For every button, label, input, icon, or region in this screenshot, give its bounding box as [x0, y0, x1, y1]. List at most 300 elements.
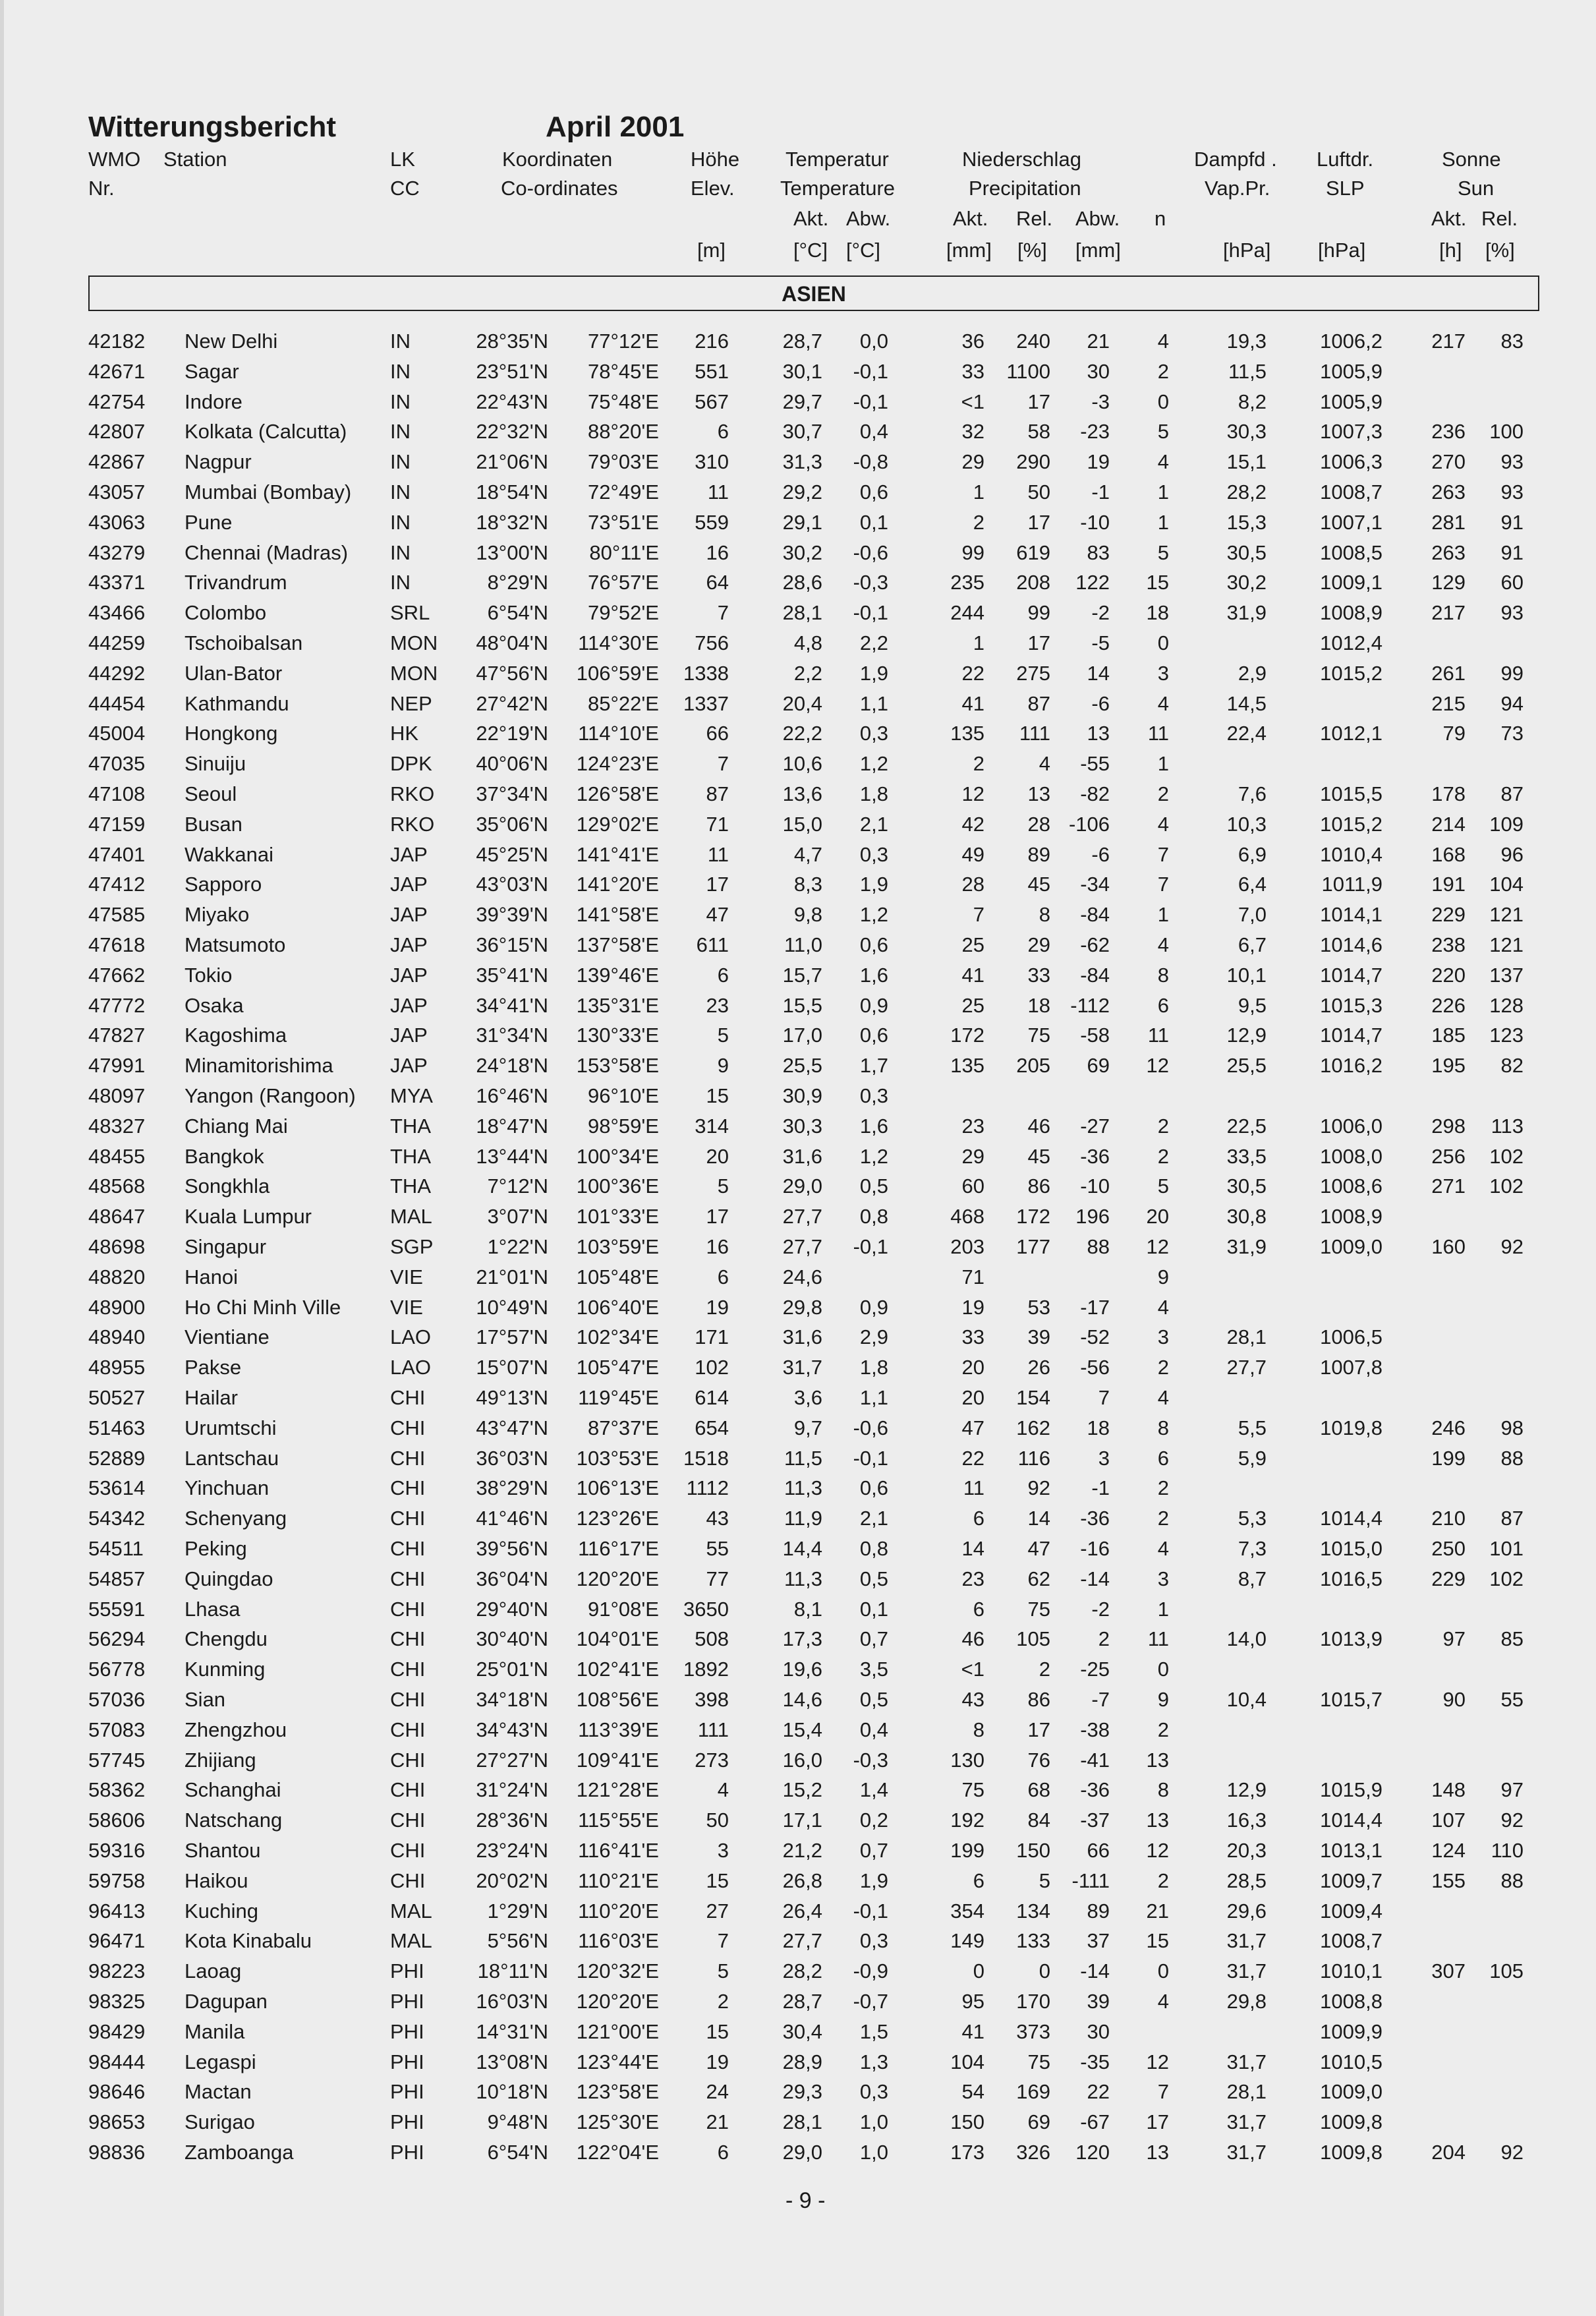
cell-prec-rel: 47 — [1027, 1537, 1050, 1560]
cell-prec-akt: 46 — [961, 1627, 984, 1651]
cell-temp-akt: 21,2 — [782, 1839, 822, 1862]
cell-cc: IN — [390, 330, 411, 353]
cell-cc: MON — [390, 661, 438, 685]
cell-slp: 1008,5 — [1320, 540, 1382, 564]
cell-lon: 78°45'E — [588, 359, 659, 383]
cell-temp-abw: 1,1 — [859, 691, 888, 715]
cell-lat: 16°46'N — [476, 1084, 548, 1107]
cell-cc: CHI — [390, 1386, 426, 1409]
cell-prec-akt: 2 — [973, 510, 984, 534]
cell-vappr: 25,5 — [1226, 1054, 1267, 1078]
cell-vappr: 10,1 — [1226, 963, 1267, 987]
cell-wmo: 98325 — [88, 1990, 146, 2013]
cell-lon: 129°02'E — [576, 812, 659, 836]
cell-station: Indore — [185, 390, 242, 413]
header-s-rel: Rel. — [1481, 207, 1518, 230]
cell-cc: MAL — [390, 1899, 432, 1923]
cell-vappr: 31,9 — [1226, 601, 1267, 625]
cell-prec-n: 18 — [1146, 601, 1169, 625]
cell-sun-rel: 83 — [1500, 330, 1524, 353]
cell-wmo: 57083 — [88, 1718, 146, 1741]
cell-cc: DPK — [390, 752, 432, 776]
cell-station: Kunming — [185, 1658, 266, 1681]
cell-wmo: 44259 — [88, 631, 146, 654]
cell-temp-abw: 1,9 — [859, 873, 888, 896]
cell-station: Nagpur — [185, 450, 252, 474]
cell-sun-akt: 263 — [1431, 480, 1466, 504]
cell-prec-akt: 135 — [950, 722, 984, 745]
cell-prec-n: 2 — [1157, 1144, 1169, 1168]
cell-sun-rel: 87 — [1500, 1507, 1524, 1530]
cell-prec-n: 1 — [1157, 480, 1169, 504]
cell-wmo: 47401 — [88, 842, 146, 866]
cell-station: Mumbai (Bombay) — [185, 480, 352, 504]
cell-cc: CHI — [390, 1507, 426, 1530]
cell-lon: 123°26'E — [576, 1507, 659, 1530]
cell-station: Kolkata (Calcutta) — [185, 420, 347, 444]
cell-sun-rel: 102 — [1489, 1144, 1524, 1168]
cell-station: Peking — [185, 1537, 247, 1560]
cell-cc: PHI — [390, 2110, 424, 2134]
cell-lat: 8°29'N — [487, 571, 548, 594]
cell-lat: 18°32'N — [476, 510, 548, 534]
cell-lat: 43°47'N — [476, 1416, 548, 1439]
cell-temp-abw: 3,5 — [859, 1658, 888, 1681]
cell-temp-akt: 29,7 — [782, 390, 822, 413]
cell-sun-rel: 60 — [1500, 571, 1524, 594]
cell-lat: 35°06'N — [476, 812, 548, 836]
cell-temp-abw: -0,1 — [853, 601, 888, 625]
cell-lon: 121°28'E — [576, 1778, 659, 1802]
cell-vappr: 5,9 — [1238, 1446, 1267, 1470]
cell-lon: 119°45'E — [578, 1386, 659, 1409]
cell-temp-akt: 11,5 — [784, 1446, 822, 1470]
cell-prec-rel: 2 — [1039, 1658, 1050, 1681]
cell-sun-rel: 85 — [1500, 1627, 1524, 1651]
cell-prec-rel: 133 — [1016, 1929, 1050, 1953]
cell-temp-akt: 28,9 — [782, 2050, 822, 2073]
cell-prec-abw: -1 — [1091, 1476, 1110, 1500]
cell-temp-akt: 29,3 — [782, 2080, 822, 2104]
cell-prec-n: 12 — [1146, 1839, 1169, 1862]
cell-temp-abw: 1,0 — [859, 2141, 888, 2164]
cell-cc: PHI — [390, 2019, 424, 2043]
header-p-rel: Rel. — [1016, 207, 1053, 230]
cell-vappr: 19,3 — [1226, 330, 1267, 353]
cell-temp-akt: 31,6 — [782, 1325, 822, 1349]
cell-lon: 75°48'E — [588, 390, 659, 413]
cell-temp-abw: 0,5 — [859, 1174, 888, 1198]
table-row — [0, 1809, 1596, 1839]
cell-lat: 20°02'N — [476, 1868, 548, 1892]
cell-sun-rel: 93 — [1500, 450, 1524, 474]
cell-cc: PHI — [390, 2141, 424, 2164]
cell-prec-akt: 29 — [961, 1144, 984, 1168]
cell-prec-akt: 47 — [961, 1416, 984, 1439]
cell-prec-rel: 5 — [1039, 1868, 1050, 1892]
cell-prec-n: 11 — [1147, 722, 1169, 745]
cell-temp-akt: 29,1 — [782, 510, 822, 534]
cell-cc: SRL — [390, 601, 430, 625]
cell-prec-n: 0 — [1157, 1959, 1169, 1983]
cell-elev: 27 — [706, 1899, 729, 1923]
cell-wmo: 98653 — [88, 2110, 146, 2134]
cell-prec-rel: 33 — [1027, 963, 1050, 987]
cell-vappr: 2,9 — [1238, 661, 1267, 685]
cell-prec-abw: -17 — [1080, 1295, 1110, 1319]
cell-prec-akt: 149 — [950, 1929, 984, 1953]
cell-lon: 120°32'E — [576, 1959, 659, 1983]
report-title: Witterungsbericht — [88, 111, 337, 143]
cell-lon: 114°10'E — [578, 722, 659, 745]
cell-station: Lhasa — [185, 1597, 241, 1621]
cell-prec-akt: 6 — [973, 1507, 984, 1530]
cell-lon: 108°56'E — [576, 1688, 659, 1711]
cell-wmo: 44454 — [88, 691, 146, 715]
cell-slp: 1015,2 — [1320, 661, 1382, 685]
cell-cc: CHI — [390, 1748, 426, 1772]
table-row — [0, 2110, 1596, 2141]
cell-temp-abw: 1,3 — [859, 2050, 888, 2073]
cell-temp-akt: 27,7 — [782, 1205, 822, 1229]
table-row — [0, 1567, 1596, 1598]
cell-wmo: 53614 — [88, 1476, 146, 1500]
cell-vappr: 28,2 — [1226, 480, 1267, 504]
cell-temp-abw: -0,7 — [853, 1990, 888, 2013]
cell-temp-abw: 0,6 — [859, 1024, 888, 1047]
cell-elev: 55 — [706, 1537, 729, 1560]
cell-lon: 115°55'E — [578, 1809, 659, 1832]
cell-lat: 38°29'N — [476, 1476, 548, 1500]
cell-prec-abw: -10 — [1080, 1174, 1110, 1198]
cell-station: Schenyang — [185, 1507, 287, 1530]
cell-sun-akt: 229 — [1431, 903, 1466, 927]
header-koordinaten: Koordinaten — [502, 148, 613, 171]
cell-lon: 77°12'E — [588, 330, 659, 353]
cell-lat: 37°34'N — [476, 782, 548, 805]
cell-prec-rel: 28 — [1027, 812, 1050, 836]
cell-prec-n: 15 — [1146, 1929, 1169, 1953]
cell-prec-rel: 75 — [1027, 2050, 1050, 2073]
cell-wmo: 54511 — [88, 1537, 144, 1560]
cell-prec-abw: 37 — [1087, 1929, 1110, 1953]
cell-vappr: 31,7 — [1226, 2050, 1267, 2073]
cell-vappr: 20,3 — [1226, 1839, 1267, 1862]
cell-temp-abw: 0,4 — [859, 420, 888, 444]
cell-elev: 310 — [695, 450, 729, 474]
cell-prec-akt: 41 — [961, 963, 984, 987]
cell-station: Colombo — [185, 601, 267, 625]
cell-wmo: 43466 — [88, 601, 146, 625]
cell-elev: 654 — [695, 1416, 729, 1439]
cell-station: Miyako — [185, 903, 250, 927]
cell-station: Surigao — [185, 2110, 255, 2134]
cell-temp-akt: 27,7 — [782, 1235, 822, 1258]
cell-vappr: 29,8 — [1226, 1990, 1267, 2013]
cell-temp-abw: 0,2 — [859, 1809, 888, 1832]
cell-prec-n: 21 — [1146, 1899, 1169, 1923]
cell-elev: 4 — [717, 1778, 729, 1802]
cell-prec-abw: 122 — [1075, 571, 1110, 594]
cell-prec-n: 4 — [1157, 812, 1169, 836]
cell-temp-akt: 15,2 — [782, 1778, 822, 1802]
cell-sun-rel: 101 — [1489, 1537, 1524, 1560]
cell-lon: 73°51'E — [588, 510, 659, 534]
table-row — [0, 420, 1596, 450]
cell-wmo: 48568 — [88, 1174, 146, 1198]
cell-slp: 1009,1 — [1320, 571, 1382, 594]
cell-temp-akt: 29,0 — [782, 2141, 822, 2164]
cell-cc: IN — [390, 571, 411, 594]
cell-temp-akt: 19,6 — [782, 1658, 822, 1681]
cell-sun-rel: 94 — [1500, 691, 1524, 715]
cell-lon: 137°58'E — [576, 933, 659, 956]
cell-elev: 171 — [695, 1325, 729, 1349]
cell-sun-rel: 92 — [1500, 2141, 1524, 2164]
cell-cc: CHI — [390, 1688, 426, 1711]
cell-wmo: 54857 — [88, 1567, 146, 1590]
cell-prec-rel: 84 — [1027, 1809, 1050, 1832]
cell-lon: 101°33'E — [576, 1205, 659, 1229]
cell-elev: 102 — [695, 1356, 729, 1379]
cell-vappr: 8,2 — [1238, 390, 1267, 413]
cell-prec-n: 11 — [1147, 1024, 1169, 1047]
cell-prec-akt: 25 — [961, 933, 984, 956]
cell-elev: 21 — [706, 2110, 729, 2134]
cell-prec-abw: -56 — [1080, 1356, 1110, 1379]
cell-elev: 15 — [706, 2019, 729, 2043]
cell-lat: 13°08'N — [476, 2050, 548, 2073]
cell-temp-akt: 30,2 — [782, 540, 822, 564]
cell-sun-akt: 90 — [1442, 1688, 1466, 1711]
table-row — [0, 1174, 1596, 1205]
table-row — [0, 511, 1596, 541]
cell-prec-rel: 154 — [1016, 1386, 1050, 1409]
cell-prec-abw: -16 — [1080, 1537, 1110, 1560]
cell-elev: 17 — [706, 1205, 729, 1229]
cell-lon: 153°58'E — [576, 1054, 659, 1078]
cell-wmo: 42867 — [88, 450, 146, 474]
table-row — [0, 964, 1596, 994]
table-row — [0, 1537, 1596, 1567]
cell-station: Kuching — [185, 1899, 259, 1923]
cell-cc: MAL — [390, 1929, 432, 1953]
header-unit-p-abw: [mm] — [1075, 239, 1121, 262]
cell-sun-akt: 124 — [1431, 1839, 1466, 1862]
cell-prec-abw: -84 — [1080, 963, 1110, 987]
cell-elev: 11 — [707, 480, 729, 504]
cell-cc: VIE — [390, 1265, 423, 1288]
cell-prec-abw: -36 — [1080, 1778, 1110, 1802]
table-row — [0, 1145, 1596, 1175]
cell-cc: JAP — [390, 873, 428, 896]
table-row — [0, 1235, 1596, 1265]
cell-station: Sagar — [185, 359, 239, 383]
table-row — [0, 722, 1596, 752]
cell-elev: 11 — [707, 842, 729, 866]
cell-station: Haikou — [185, 1868, 248, 1892]
cell-station: Kagoshima — [185, 1024, 287, 1047]
cell-cc: MYA — [390, 1084, 433, 1107]
cell-station: Hailar — [185, 1386, 238, 1409]
cell-wmo: 52889 — [88, 1446, 146, 1470]
cell-sun-akt: 107 — [1431, 1809, 1466, 1832]
cell-wmo: 43371 — [88, 571, 146, 594]
cell-cc: IN — [390, 480, 411, 504]
cell-lon: 141°20'E — [576, 873, 659, 896]
cell-prec-akt: 32 — [961, 420, 984, 444]
cell-prec-abw: 39 — [1087, 1990, 1110, 2013]
cell-temp-abw: 2,1 — [859, 1507, 888, 1530]
cell-lon: 114°30'E — [578, 631, 659, 654]
cell-prec-rel: 92 — [1027, 1476, 1050, 1500]
cell-cc: JAP — [390, 903, 428, 927]
cell-prec-n: 8 — [1157, 1416, 1169, 1439]
cell-temp-abw: -0,1 — [853, 359, 888, 383]
cell-sun-akt: 250 — [1431, 1537, 1466, 1560]
cell-elev: 3650 — [683, 1597, 729, 1621]
cell-wmo: 50527 — [88, 1386, 146, 1409]
cell-wmo: 43057 — [88, 480, 146, 504]
cell-station: Pune — [185, 510, 233, 534]
table-row — [0, 1839, 1596, 1869]
cell-lat: 24°18'N — [476, 1054, 548, 1078]
cell-slp: 1008,9 — [1320, 1205, 1382, 1229]
cell-prec-rel: 87 — [1027, 691, 1050, 715]
cell-prec-rel: 205 — [1016, 1054, 1050, 1078]
cell-cc: IN — [390, 359, 411, 383]
cell-sun-rel: 92 — [1500, 1235, 1524, 1258]
cell-slp: 1009,8 — [1320, 2110, 1382, 2134]
cell-prec-abw: 196 — [1075, 1205, 1110, 1229]
cell-sun-akt: 246 — [1431, 1416, 1466, 1439]
cell-prec-n: 8 — [1157, 963, 1169, 987]
cell-station: Trivandrum — [185, 571, 287, 594]
cell-lat: 41°46'N — [476, 1507, 548, 1530]
cell-temp-akt: 11,3 — [784, 1567, 822, 1590]
cell-cc: CHI — [390, 1718, 426, 1741]
cell-temp-abw: -0,6 — [853, 540, 888, 564]
table-row — [0, 933, 1596, 964]
cell-cc: RKO — [390, 812, 435, 836]
header-hoehe: Höhe — [691, 148, 740, 171]
cell-sun-rel: 100 — [1489, 420, 1524, 444]
cell-temp-akt: 28,7 — [782, 1990, 822, 2013]
cell-prec-n: 2 — [1157, 1356, 1169, 1379]
cell-sun-rel: 88 — [1500, 1446, 1524, 1470]
cell-elev: 15 — [706, 1868, 729, 1892]
cell-sun-rel: 91 — [1500, 510, 1524, 534]
cell-elev: 66 — [706, 722, 729, 745]
cell-prec-n: 2 — [1157, 1718, 1169, 1741]
cell-sun-rel: 93 — [1500, 601, 1524, 625]
cell-temp-abw: 1,2 — [859, 1144, 888, 1168]
cell-elev: 17 — [706, 873, 729, 896]
cell-lon: 106°13'E — [576, 1476, 659, 1500]
cell-prec-abw: 120 — [1075, 2141, 1110, 2164]
cell-vappr: 6,7 — [1238, 933, 1267, 956]
cell-sun-akt: 185 — [1431, 1024, 1466, 1047]
cell-prec-abw: -37 — [1080, 1809, 1110, 1832]
cell-vappr: 8,7 — [1238, 1567, 1267, 1590]
cell-prec-rel: 18 — [1027, 993, 1050, 1017]
cell-cc: THA — [390, 1144, 431, 1168]
cell-station: Chengdu — [185, 1627, 268, 1651]
cell-vappr: 14,0 — [1226, 1627, 1267, 1651]
cell-slp: 1009,7 — [1320, 1868, 1382, 1892]
cell-prec-akt: 25 — [961, 993, 984, 1017]
cell-prec-n: 13 — [1146, 1748, 1169, 1772]
cell-prec-rel: 17 — [1027, 631, 1050, 654]
cell-prec-akt: 468 — [950, 1205, 984, 1229]
cell-wmo: 59316 — [88, 1839, 146, 1862]
table-row — [0, 1054, 1596, 1084]
cell-vappr: 22,4 — [1226, 722, 1267, 745]
table-row — [0, 1598, 1596, 1628]
cell-lon: 110°21'E — [578, 1868, 659, 1892]
cell-slp: 1012,4 — [1320, 631, 1382, 654]
cell-cc: MAL — [390, 1205, 432, 1229]
cell-temp-abw: 0,4 — [859, 1718, 888, 1741]
cell-prec-rel: 150 — [1016, 1839, 1050, 1862]
cell-prec-abw: 14 — [1087, 661, 1110, 685]
cell-lat: 39°56'N — [476, 1537, 548, 1560]
cell-prec-abw: -52 — [1080, 1325, 1110, 1349]
cell-prec-rel: 45 — [1027, 873, 1050, 896]
cell-wmo: 47159 — [88, 812, 146, 836]
cell-sun-akt: 236 — [1431, 420, 1466, 444]
cell-temp-akt: 28,6 — [782, 571, 822, 594]
cell-station: Zhengzhou — [185, 1718, 287, 1741]
cell-prec-abw: -55 — [1080, 752, 1110, 776]
cell-elev: 5 — [717, 1174, 729, 1198]
cell-lat: 16°03'N — [476, 1990, 548, 2013]
table-row — [0, 1084, 1596, 1115]
cell-station: Sapporo — [185, 873, 262, 896]
cell-sun-akt: 199 — [1431, 1446, 1466, 1470]
cell-sun-akt: 256 — [1431, 1144, 1466, 1168]
cell-lon: 116°17'E — [578, 1537, 659, 1560]
cell-elev: 1112 — [686, 1476, 729, 1500]
cell-slp: 1013,1 — [1320, 1839, 1382, 1862]
cell-cc: JAP — [390, 842, 428, 866]
cell-prec-akt: 22 — [961, 1446, 984, 1470]
cell-lon: 87°37'E — [588, 1416, 659, 1439]
cell-lon: 102°41'E — [576, 1658, 659, 1681]
cell-temp-abw: -0,1 — [853, 1446, 888, 1470]
cell-vappr: 5,3 — [1238, 1507, 1267, 1530]
cell-temp-akt: 30,9 — [782, 1084, 822, 1107]
cell-prec-rel: 326 — [1016, 2141, 1050, 2164]
cell-slp: 1015,3 — [1320, 993, 1382, 1017]
header-unit-m: [m] — [697, 239, 726, 262]
cell-sun-rel: 109 — [1489, 812, 1524, 836]
cell-sun-akt: 220 — [1431, 963, 1466, 987]
cell-vappr: 30,5 — [1226, 1174, 1267, 1198]
cell-temp-abw: 0,3 — [859, 1929, 888, 1953]
cell-temp-akt: 30,4 — [782, 2019, 822, 2043]
cell-prec-n: 9 — [1157, 1265, 1169, 1288]
cell-lon: 141°41'E — [576, 842, 659, 866]
cell-temp-akt: 11,3 — [784, 1476, 822, 1500]
cell-cc: SGP — [390, 1235, 434, 1258]
cell-vappr: 31,7 — [1226, 2110, 1267, 2134]
cell-temp-akt: 28,7 — [782, 330, 822, 353]
cell-prec-n: 0 — [1157, 631, 1169, 654]
table-row — [0, 843, 1596, 873]
cell-temp-akt: 27,7 — [782, 1929, 822, 1953]
cell-elev: 756 — [695, 631, 729, 654]
